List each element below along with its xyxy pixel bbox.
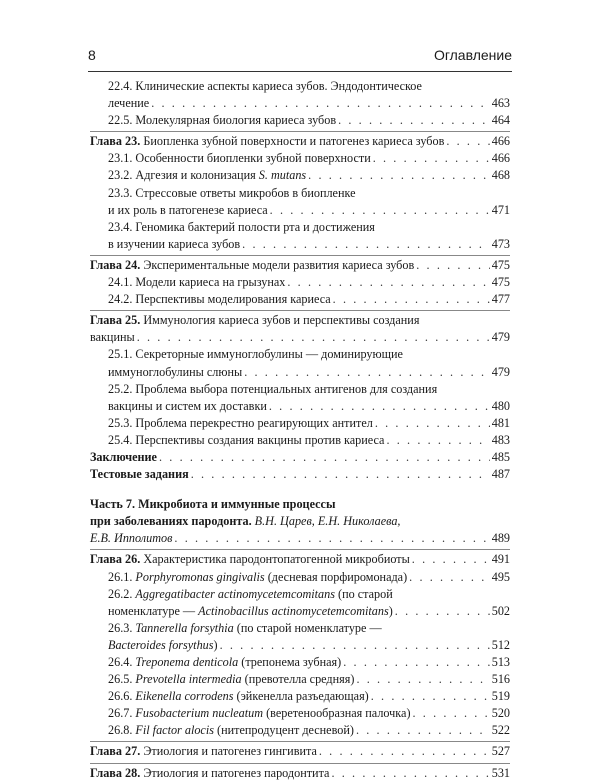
toc-entry-25-1[interactable]: 25.1. Секреторные иммуноглобулины — доминирующие иммуноглобулины слюны . . . 479 xyxy=(90,346,510,380)
separator xyxy=(90,763,510,764)
toc-chapter-26[interactable]: Глава 26. Характеристика пародонтопатогенной микробиоты . . . 491 xyxy=(90,551,510,568)
page-ref: 477 xyxy=(491,292,510,307)
toc-entry-26-3[interactable]: 26.3. Tannerella forsythia (по старой номенклатуре — Bacteroides forsythus) . . . 512 xyxy=(90,620,510,654)
page-ref: 483 xyxy=(491,432,510,447)
leader-dots xyxy=(416,257,489,274)
page-ref: 495 xyxy=(491,569,510,584)
page-ref: 475 xyxy=(491,275,510,290)
running-header xyxy=(88,44,512,66)
page-ref: 463 xyxy=(491,96,510,111)
separator xyxy=(90,255,510,256)
leader-dots xyxy=(338,112,490,129)
leader-dots xyxy=(333,291,490,308)
leader-dots xyxy=(159,449,490,466)
page-ref: 519 xyxy=(491,689,510,704)
page-number: 8 xyxy=(88,47,96,63)
page-ref: 485 xyxy=(491,449,510,464)
leader-dots xyxy=(137,329,490,346)
toc-part-7[interactable]: Часть 7. Микробиота и иммунные процессы при заболеваниях пародонта. В.Н. Царев, Е.Н. Николаева, Е.В. Ипполитов . . . 489 xyxy=(90,496,510,547)
leader-dots xyxy=(356,671,489,688)
page-ref: 520 xyxy=(491,706,510,721)
page-ref: 479 xyxy=(491,364,510,379)
page-ref: 481 xyxy=(491,415,510,430)
page-ref: 475 xyxy=(491,257,510,272)
leader-dots xyxy=(375,415,490,432)
leader-dots xyxy=(319,743,490,760)
toc-chapter-25[interactable]: Глава 25. Иммунология кариеса зубов и перспективы создания вакцины . . . 479 xyxy=(90,312,510,346)
page-ref: 502 xyxy=(491,603,510,618)
leader-dots xyxy=(343,654,489,671)
leader-dots xyxy=(373,150,490,167)
toc-entry-26-1[interactable]: 26.1. Porphyromonas gingivalis (десневая порфиромонада) . . . 495 xyxy=(90,569,510,586)
toc-entry-25-2[interactable]: 25.2. Проблема выбора потенциальных антигенов для создания вакцины и систем их доставки . . . 480 xyxy=(90,381,510,415)
separator xyxy=(90,549,510,550)
page-ref: 516 xyxy=(491,672,510,687)
leader-dots xyxy=(269,398,490,415)
page-ref: 466 xyxy=(491,134,510,149)
toc-entry-25-3[interactable]: 25.3. Проблема перекрестно реагирующих антител . . . 481 xyxy=(90,415,510,432)
toc-entry-25-4[interactable]: 25.4. Перспективы создания вакцины против кариеса . . . 483 xyxy=(90,432,510,449)
toc-chapter-28[interactable]: Глава 28. Этиология и патогенез пародонтита . . . 531 xyxy=(90,765,510,782)
leader-dots xyxy=(409,569,490,586)
page-ref: 487 xyxy=(491,467,510,482)
leader-dots xyxy=(244,364,490,381)
page-ref: 480 xyxy=(491,398,510,413)
toc-entry-26-8[interactable]: 26.8. Fil factor alocis (нитепродуцент десневой) . . . 522 xyxy=(90,722,510,739)
leader-dots xyxy=(191,466,490,483)
leader-dots xyxy=(308,167,490,184)
page-ref: 491 xyxy=(491,552,510,567)
separator xyxy=(90,310,510,311)
toc-entry-26-5[interactable]: 26.5. Prevotella intermedia (превотелла средняя) . . . 516 xyxy=(90,671,510,688)
toc-test-tasks[interactable]: Тестовые задания . . . 487 xyxy=(90,466,510,483)
page-ref: 464 xyxy=(491,113,510,128)
toc-entry-22-4[interactable]: 22.4. Клинические аспекты кариеса зубов. Эндодонтическое лечение . . . 463 xyxy=(90,78,510,112)
toc-entry-24-1[interactable]: 24.1. Модели кариеса на грызунах . . . 475 xyxy=(90,274,510,291)
page-ref: 522 xyxy=(491,723,510,738)
leader-dots xyxy=(371,688,490,705)
toc-entry-23-2[interactable]: 23.2. Адгезия и колонизация S. mutans . . . 468 xyxy=(90,167,510,184)
toc-chapter-27[interactable]: Глава 27. Этиология и патогенез гингивита . . . 527 xyxy=(90,743,510,760)
leader-dots xyxy=(242,236,490,253)
toc-entry-23-3[interactable]: 23.3. Стрессовые ответы микробов в биопленке и их роль в патогенезе кариеса . . . 471 xyxy=(90,185,510,219)
toc-conclusion[interactable]: Заключение . . . 485 xyxy=(90,449,510,466)
leader-dots xyxy=(151,95,490,112)
toc-entry-23-1[interactable]: 23.1. Особенности биопленки зубной поверхности . . . 466 xyxy=(90,150,510,167)
toc-entry-26-7[interactable]: 26.7. Fusobacterium nucleatum (веретенообразная палочка) . . . 520 xyxy=(90,705,510,722)
leader-dots xyxy=(331,765,489,782)
page-ref: 527 xyxy=(491,744,510,759)
page-ref: 531 xyxy=(491,765,510,780)
toc-chapter-24[interactable]: Глава 24. Экспериментальные модели развития кариеса зубов . . . 475 xyxy=(90,257,510,274)
leader-dots xyxy=(220,637,490,654)
toc-entry-26-2[interactable]: 26.2. Aggregatibacter actinomycetemcomitans (по старой номенклатуре — Actinobacillus actinomycetemcomitans) . . . 502 xyxy=(90,586,510,620)
page-ref: 468 xyxy=(491,168,510,183)
toc-chapter-23[interactable]: Глава 23. Биопленка зубной поверхности и патогенез кариеса зубов . . . 466 xyxy=(90,133,510,150)
header-rule xyxy=(88,71,512,72)
leader-dots xyxy=(413,705,490,722)
leader-dots xyxy=(412,551,490,568)
toc-entry-26-4[interactable]: 26.4. Treponema denticola (трепонема зубная) . . . 513 xyxy=(90,654,510,671)
page-ref: 466 xyxy=(491,151,510,166)
toc-entry-24-2[interactable]: 24.2. Перспективы моделирования кариеса . . . 477 xyxy=(90,291,510,308)
table-of-contents xyxy=(90,78,510,782)
separator xyxy=(90,741,510,742)
page-ref: 512 xyxy=(491,637,510,652)
leader-dots xyxy=(174,530,489,547)
separator xyxy=(90,131,510,132)
toc-entry-23-4[interactable]: 23.4. Геномика бактерий полости рта и достижения в изучении кариеса зубов . . . 473 xyxy=(90,219,510,253)
toc-entry-22-5[interactable]: 22.5. Молекулярная биология кариеса зубов . . . 464 xyxy=(90,112,510,129)
running-title: Оглавление xyxy=(433,47,512,63)
leader-dots xyxy=(446,133,489,150)
leader-dots xyxy=(287,274,489,291)
page-ref: 473 xyxy=(491,236,510,251)
leader-dots xyxy=(395,603,490,620)
page-ref: 479 xyxy=(491,330,510,345)
page-ref: 489 xyxy=(491,531,510,546)
leader-dots xyxy=(386,432,489,449)
page-ref: 471 xyxy=(491,202,510,217)
leader-dots xyxy=(270,202,490,219)
page-ref: 513 xyxy=(491,655,510,669)
leader-dots xyxy=(356,722,490,739)
toc-entry-26-6[interactable]: 26.6. Eikenella corrodens (эйкенелла разъедающая) . . . 519 xyxy=(90,688,510,705)
